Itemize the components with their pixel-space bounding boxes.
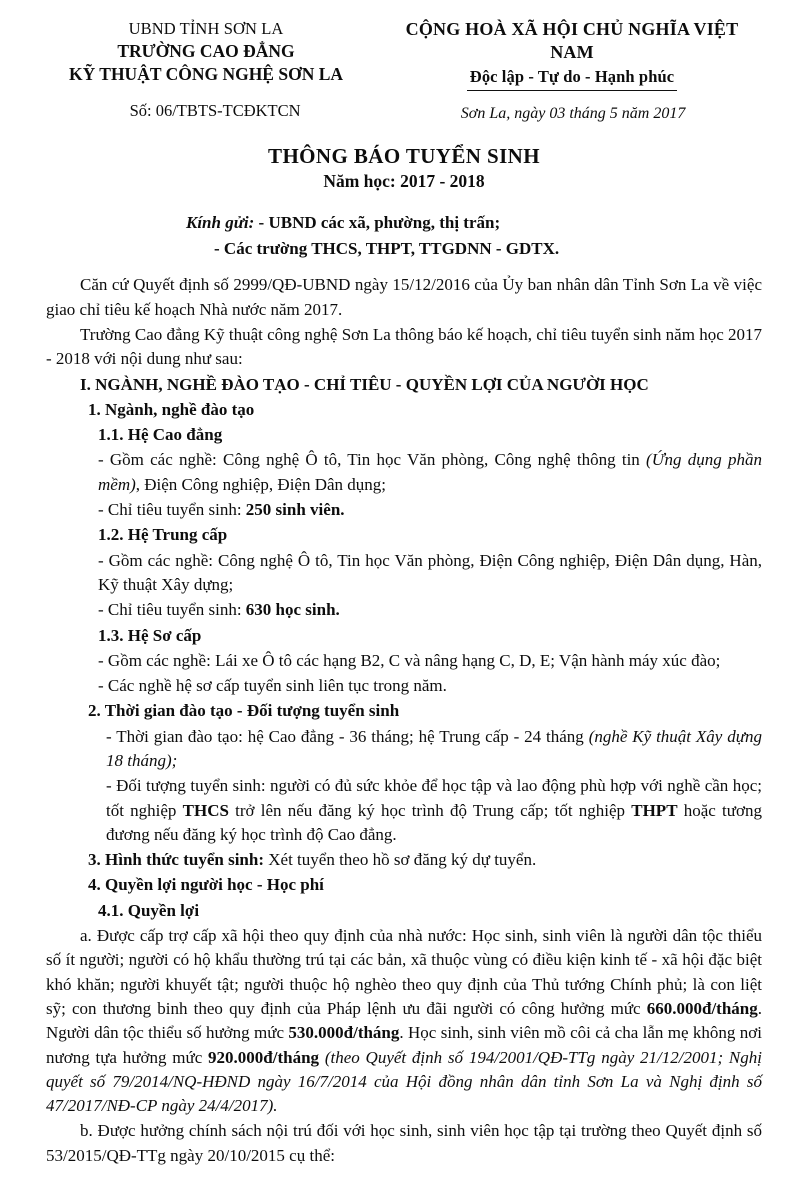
benefit-a-amount-1: 660.000đ/tháng xyxy=(646,998,758,1018)
paragraph-benefit-b: b. Được hưởng chính sách nội trú đối với học sinh, sinh viên học tập tại trường theo Quyết định số 53/2015/QĐ-TTg ngày 20/10/2015 cụ thể: xyxy=(46,1121,762,1165)
section-3-label: 3. Hình thức tuyển sinh: xyxy=(88,850,264,870)
paragraph-basis: Căn cứ Quyết định số 2999/QĐ-UBND ngày 15/12/2016 của Ủy ban nhân dân Tỉnh Sơn La về việc giao chỉ tiêu kế hoạch Nhà nước năm 2017. xyxy=(46,275,762,319)
intermediate-quota-label: - Chỉ tiêu tuyển sinh: xyxy=(98,600,246,620)
section-4-heading: 4. Quyền lợi người học - Học phí xyxy=(88,875,324,895)
motto-underline xyxy=(467,90,677,91)
elementary-trades-line: - Gồm các nghề: Lái xe Ô tô các hạng B2, C và nâng hạng C, D, E; Vận hành máy xúc đào; xyxy=(98,650,721,670)
training-duration-emphasis: (nghề Kỹ thuật Xây dựng 18 tháng); xyxy=(106,726,762,770)
college-trades-line xyxy=(46,448,762,497)
organization-name-1: TRƯỜNG CAO ĐẲNG xyxy=(117,40,295,61)
benefit-a-part3: . Học sinh, sinh viên mồ côi cả cha lẫn mẹ không nơi nương tựa hưởng mức xyxy=(46,1023,762,1067)
recipients-block xyxy=(46,210,762,261)
recipient-line-1 xyxy=(186,210,762,236)
organization-name-2: KỸ THUẬT CÔNG NGHỆ SƠN LA xyxy=(68,63,344,84)
benefit-a-amount-2: 530.000đ/tháng xyxy=(288,1023,400,1043)
title-block xyxy=(46,143,762,192)
college-quota-value: 250 sinh viên. xyxy=(245,500,345,520)
section-1-heading: I. NGÀNH, NGHỀ ĐÀO TẠO - CHỈ TIÊU - QUYỀN LỢI CỦA NGƯỜI HỌC xyxy=(80,374,649,394)
document-body xyxy=(46,273,762,1168)
elementary-enrollment-line: - Các nghề hệ sơ cấp tuyển sinh liên tục trong năm. xyxy=(98,676,447,696)
admission-target-post: hoặc tương đương nếu đăng ký học trình độ Cao đẳng. xyxy=(106,800,762,844)
college-trades-pre: - Gồm các nghề: Công nghệ Ô tô, Tin học Văn phòng, Công nghệ thông tin xyxy=(98,450,647,470)
paragraph-benefit-a xyxy=(46,924,762,1118)
admission-target-mid: trở lên nếu đăng ký học trình độ Trung cấp; tốt nghiệp xyxy=(228,800,632,820)
college-quota-label: - Chỉ tiêu tuyển sinh: xyxy=(98,500,246,520)
benefit-a-citation: (theo Quyết định số 194/2001/QĐ-TTg ngày 21/12/2001; Nghị quyết số 79/2014/NQ-HĐND ngày 16/7/2014 của Hội đồng nhân dân tỉnh Sơn La và Nghị định số 47/2017/NĐ-CP ngày 24/4/2017). xyxy=(46,1047,762,1116)
benefit-a-part1: a. Được cấp trợ cấp xã hội theo quy định của nhà nước: Học sinh, sinh viên là người dân tộc thiểu số ít người; người có hộ khẩu thường trú tại các bản, xã thuộc vùng có điều kiện kinh tế - xã hội đặc biệt khó khăn; người khuyết tật; người thuộc hộ nghèo theo quy định của Thủ tướng Chính phủ; là con liệt sỹ; con thương binh theo quy định của Pháp lệnh ưu đãi người có công hưởng mức xyxy=(46,926,762,1018)
section-3-heading xyxy=(46,848,762,872)
letterhead xyxy=(46,18,762,91)
admission-thpt: THPT xyxy=(631,800,678,820)
section-4-1-heading: 4.1. Quyền lợi xyxy=(98,900,200,920)
section-1-3-heading: 1.3. Hệ Sơ cấp xyxy=(98,625,202,645)
recipient-line-2 xyxy=(186,236,762,262)
place-and-date: Sơn La, ngày 03 tháng 5 năm 2017 xyxy=(460,105,686,123)
benefit-a-amount-3: 920.000đ/tháng xyxy=(208,1047,325,1067)
section-2-heading: 2. Thời gian đào tạo - Đối tượng tuyển sinh xyxy=(88,701,400,721)
training-duration-pre: - Thời gian đào tạo: hệ Cao đẳng - 36 tháng; hệ Trung cấp - 24 tháng xyxy=(106,726,589,746)
recipient-2: - Các trường THCS, THPT, TTGDNN - GDTX. xyxy=(214,238,560,258)
national-heading-block xyxy=(382,18,762,91)
training-duration-line xyxy=(46,725,762,774)
section-3-value: Xét tuyển theo hồ sơ đăng ký dự tuyển. xyxy=(264,850,537,870)
section-1-1-1-heading: 1.1. Hệ Cao đẳng xyxy=(98,425,223,445)
page-title: THÔNG BÁO TUYỂN SINH xyxy=(268,144,540,169)
college-trades-emphasis: (Ứng dụng phần mềm) xyxy=(98,450,762,494)
section-1-2-heading: 1.2. Hệ Trung cấp xyxy=(98,525,228,545)
national-title: CỘNG HOÀ XÃ HỘI CHỦ NGHĨA VIỆT NAM xyxy=(405,19,739,63)
national-motto: Độc lập - Tự do - Hạnh phúc xyxy=(469,66,675,86)
college-quota-line xyxy=(46,498,762,522)
section-1-1-heading: 1. Ngành, nghề đào tạo xyxy=(88,399,255,419)
page-subtitle: Năm học: 2017 - 2018 xyxy=(323,171,485,192)
recipients-label: Kính gửi: xyxy=(186,213,255,233)
admission-target-pre: - Đối tượng tuyển sinh: người có đủ sức khỏe để học tập và lao động phù hợp với nghề cần học; tốt nghiệp xyxy=(106,776,762,820)
intermediate-trades-line: - Gồm các nghề: Công nghệ Ô tô, Tin học Văn phòng, Điện Công nghiệp, Điện Dân dụng, Hàn, Kỹ thuật Xây dựng; xyxy=(98,550,762,594)
paragraph-announcement: Trường Cao đẳng Kỹ thuật công nghệ Sơn La thông báo kế hoạch, chỉ tiêu tuyển sinh năm học 2017 - 2018 với nội dung như sau: xyxy=(46,324,762,369)
recipient-1: - UBND các xã, phường, thị trấn; xyxy=(258,213,501,233)
reference-row xyxy=(46,101,762,123)
intermediate-quota-value: 630 học sinh. xyxy=(245,600,340,620)
organization-block xyxy=(46,18,366,86)
college-trades-post: , Điện Công nghiệp, Điện Dân dụng; xyxy=(135,474,387,494)
intermediate-quota-line xyxy=(46,598,762,622)
admission-target-line xyxy=(46,774,762,847)
document-number: Số: 06/TBTS-TCĐKTCN xyxy=(129,101,301,121)
benefit-a-part2: . Người dân tộc thiểu số hưởng mức xyxy=(46,998,762,1043)
organization-parent: UBND TỈNH SƠN LA xyxy=(128,19,284,38)
admission-thcs: THCS xyxy=(182,800,229,820)
